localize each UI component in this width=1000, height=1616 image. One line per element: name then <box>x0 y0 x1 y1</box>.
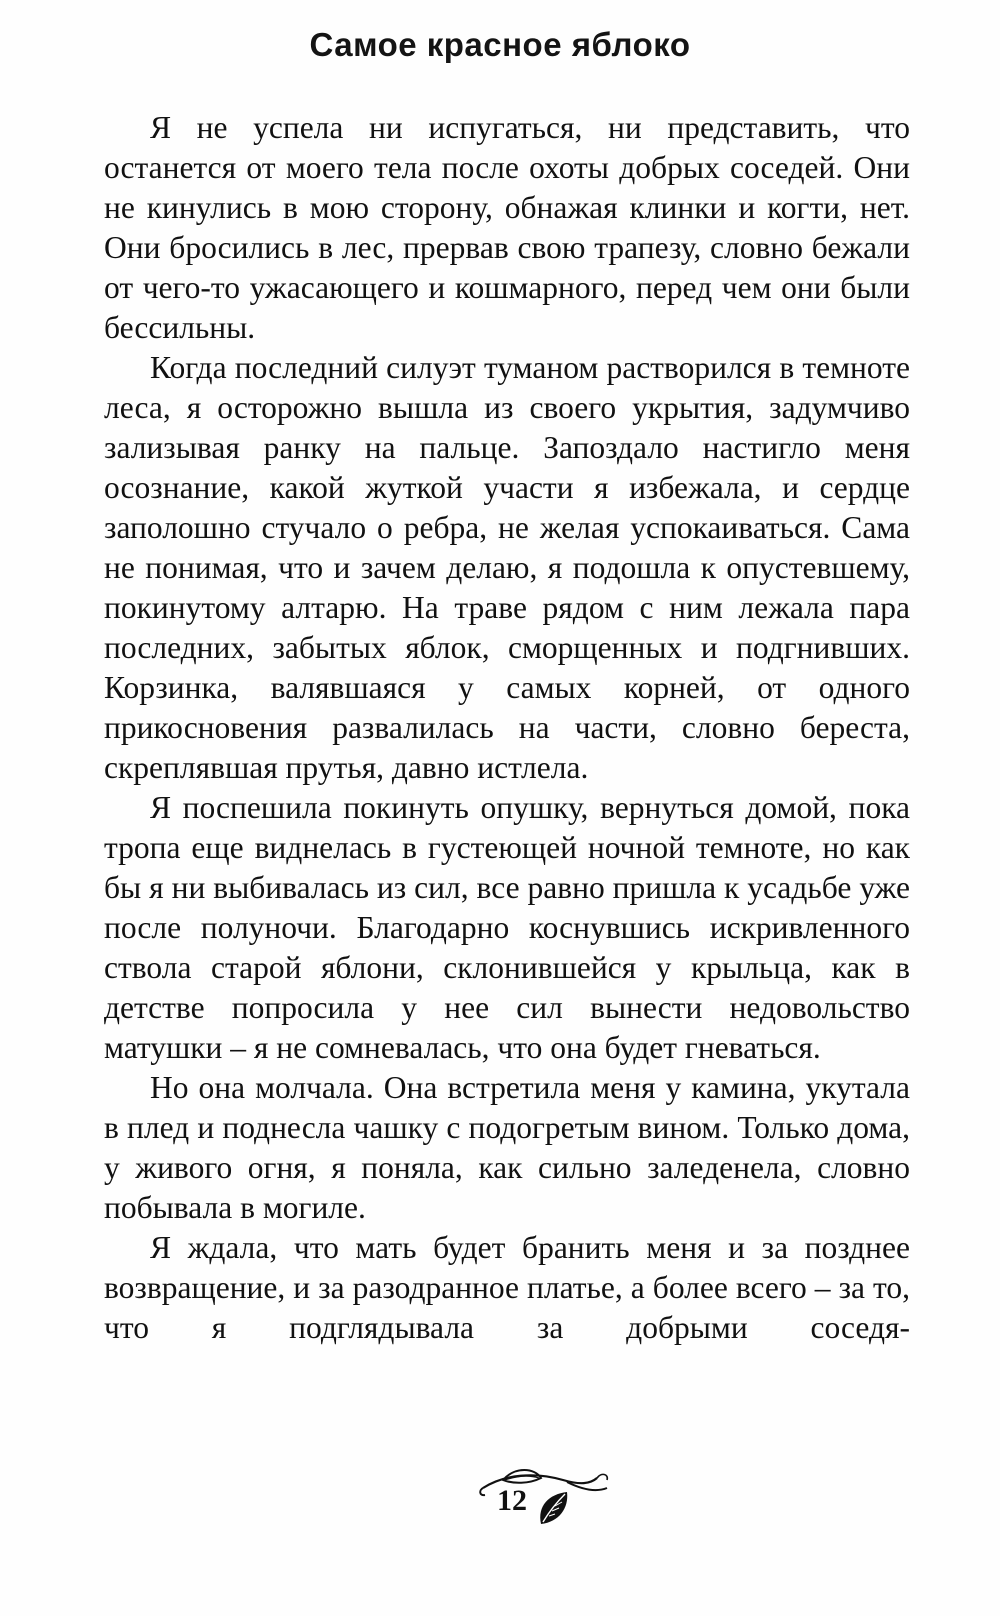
paragraph-1: Я не успела ни испугаться, ни представить, что останется от моего тела после охоты добрых соседей. Они не кинулись в мою сторону, обнажая клинки и когти, нет. Они бросились в лес, прервав свою трапезу, словно бежали от чего-то ужасающего и кошмарного, перед чем они были бессильны. <box>104 110 910 345</box>
body-text <box>104 108 910 1348</box>
paragraph-2: Когда последний силуэт туманом растворился в темноте леса, я осторожно вышла из своего укрытия, задумчиво зализывая ранку на пальце. Запоздало настигло меня осознание, какой жуткой участи я избежала, и сердце заполошно стучало о ребра, не желая успокаиваться. Сама не понимая, что и зачем делаю, я подошла к опустевшему, покинутому алтарю. На траве рядом с ним лежала пара последних, забытых яблок, сморщенных и подгнивших. Корзинка, валявшаяся у самых корней, от одного прикосновения развалилась на части, словно береста, скреплявшая прутья, давно истлела. <box>104 350 910 785</box>
paragraph-3: Я поспешила покинуть опушку, вернуться домой, пока тропа еще виднелась в густеющей ночной темноте, но как бы я ни выбивалась из сил, все равно пришла к усадьбе уже после полуночи. Благодарно коснувшись искривленного ствола старой яблони, склонившейся у крыльца, как в детстве попросила у нее сил вынести недовольство матушки – я не сомневалась, что она будет гневаться. <box>104 790 910 1065</box>
running-title: Самое красное яблоко <box>309 26 691 63</box>
paragraph-5: Я ждала, что мать будет бранить меня и за позднее возвращение, и за разодранное платье, а более всего – за то, что я подглядывала за добрыми соседя- <box>104 1230 910 1345</box>
page-number: 12 <box>497 1484 527 1517</box>
paragraph-4: Но она молчала. Она встретила меня у камина, укутала в плед и поднесла чашку с подогретым вином. Только дома, у живого огня, я поняла, как сильно заледенела, словно побывала в могиле. <box>104 1070 910 1225</box>
folio <box>475 1466 645 1536</box>
